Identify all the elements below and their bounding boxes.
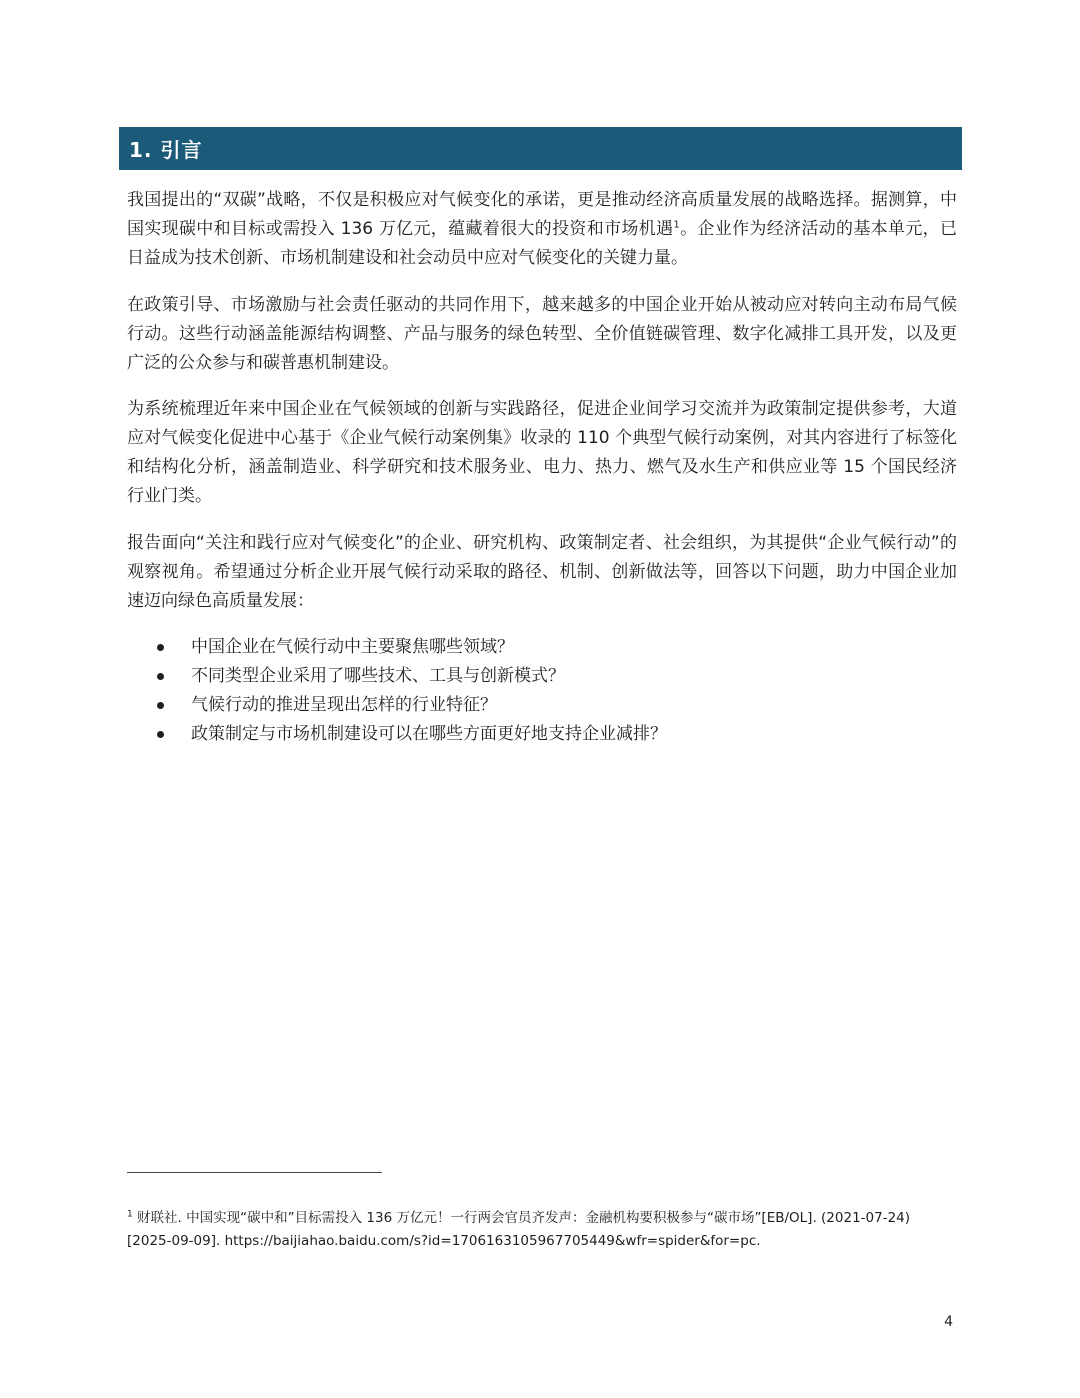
paragraph-2: 在政策引导、市场激励与社会责任驱动的共同作用下，越来越多的中国企业开始从被动应对转向主动布局气候行动。这些行动涵盖能源结构调整、产品与服务的绿色转型、全价值链碳管理、数字化减排工具开发，以及更广泛的公众参与和碳普惠机制建设。 — [127, 295, 957, 373]
list-item — [127, 662, 957, 691]
bullet-icon — [157, 673, 164, 680]
paragraph-1-text-continued: 。企业作为经济活动的基本单元，已日益成为技术创新、市场机制建设和社会动员中应对气候变化的关键力量。 — [127, 219, 957, 268]
bullet-icon — [157, 731, 164, 738]
paragraph-1 — [127, 186, 957, 273]
section-header — [119, 127, 962, 170]
list-item — [127, 633, 957, 662]
bullet-icon — [157, 644, 164, 651]
footnote-text: 财联社. 中国实现“碳中和”目标需投入 136 万亿元！一行两会官员齐发声：金融机构要积极参与“碳市场”[EB/OL]. (2021-07-24) [2025-09-09]. https://baijiahao.baidu.com/s?id=1706163105967705449&wfr=spider&for=pc. — [127, 1210, 911, 1249]
list-item-text: 政策制定与市场机制建设可以在哪些方面更好地支持企业减排？ — [191, 724, 667, 744]
paragraph-1-text: 我国提出的“双碳”战略，不仅是积极应对气候变化的承诺，更是推动经济高质量发展的战略选择。据测算，中国实现碳中和目标或需投入 136 万亿元，蕴藏着很大的投资和市场机遇 — [127, 190, 957, 239]
paragraph-4: 报告面向“关注和践行应对气候变化”的企业、研究机构、政策制定者、社会组织，为其提供“企业气候行动”的观察视角。希望通过分析企业开展气候行动采取的路径、机制、创新做法等，回答以下问题，助力中国企业加速迈向绿色高质量发展： — [127, 533, 957, 611]
list-item — [127, 691, 957, 720]
paragraph-3: 为系统梳理近年来中国企业在气候领域的创新与实践路径，促进企业间学习交流并为政策制定提供参考，大道应对气候变化促进中心基于《企业气候行动案例集》收录的 110 个典型气候行动案例，对其内容进行了标签化和结构化分析，涵盖制造业、科学研究和技术服务业、电力、热力、燃气及水生产和供应业等 15 个国民经济行业门类。 — [127, 399, 957, 506]
question-list — [127, 633, 957, 749]
footnote — [127, 1207, 957, 1253]
footnote-reference[interactable]: 1 — [673, 219, 680, 231]
footnote-divider — [127, 1172, 382, 1173]
footnote-mark: 1 — [127, 1209, 133, 1220]
bullet-icon — [157, 702, 164, 709]
section-title: 1. 引言 — [129, 138, 203, 162]
list-item-text: 气候行动的推进呈现出怎样的行业特征？ — [191, 695, 497, 715]
list-item-text: 不同类型企业采用了哪些技术、工具与创新模式？ — [191, 666, 565, 686]
list-item-text: 中国企业在气候行动中主要聚焦哪些领域？ — [191, 637, 514, 657]
page-number: 4 — [944, 1314, 953, 1330]
list-item — [127, 720, 957, 749]
